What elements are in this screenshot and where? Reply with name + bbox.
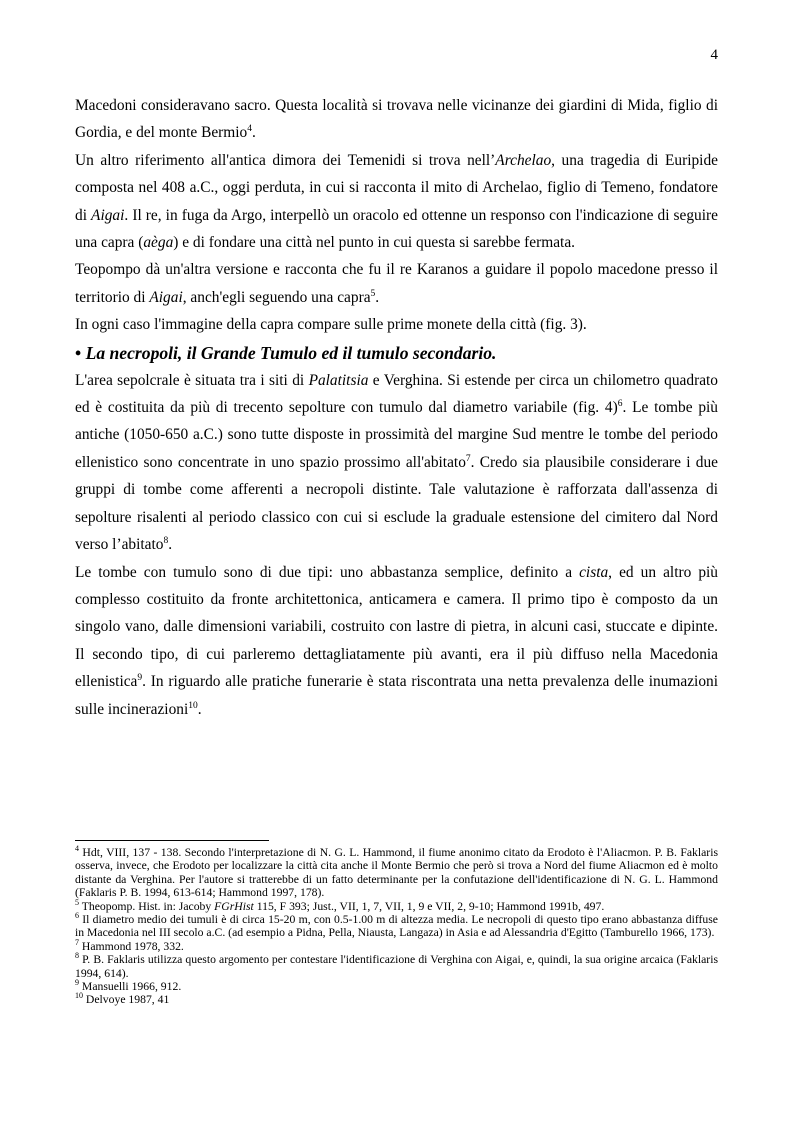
paragraph: Le tombe con tumulo sono di due tipi: uno abbastanza semplice, definito a cista, ed un altro più complesso costituito da fronte architettonica, anticamera e camera. Il primo tipo è composto da un singolo vano, dalle dimensioni variabili, costruito con lastre di pietra, in alcuni casi, stuccate e dipinte. Il secondo tipo, di cui parleremo dettagliatamente più avanti, era il più diffuso nella Macedonia ellenistica$^9$. In riguardo alle pratiche funerarie è stata riscontrata una netta prevalenza delle inumazioni sulle incinerazioni$^{10}$.: [75, 563, 719, 718]
footnote: $^5$ Theopomp. Hist. in: Jacoby FGrHist 115, F 393; Just., VII, 1, 7, VII, 1, 9 e VII, 2, 9-10; Hammond 1991b, 497.: [75, 897, 605, 913]
footnote-ref: 10: [188, 700, 198, 711]
paragraph: Macedoni consideravano sacro. Questa località si trovava nelle vicinanze dei giardini di Mida, figlio di Gordia, e del monte Bermio$^4$.: [75, 97, 718, 142]
footnote: $^6$ Il diametro medio dei tumuli è di circa 15-20 m, con 0.5-1.00 m di altezza media. Le necropoli di questo tipo erano abbastanza diffuse in Macedonia nel III secolo a.C. (ad esempio a Pidna, Pella, Niausta, Langaza) in Asia e ad Alessandria d'Egitto (Tamburello 1966, 173).: [75, 911, 718, 940]
main-text: [75, 92, 718, 723]
footnote-ref: 9: [137, 673, 143, 683]
page-number: 4: [710, 47, 718, 63]
footnote-ref: 6: [617, 398, 623, 409]
paragraph: L'area sepolcrale è situata tra i siti di Palatitsia e Verghina. Si estende per circa un chilometro quadrato ed è costituita da più di trecento sepolture con tumulo dal diametro variabile (fig. 4)$^6$. Le tombe più antiche (1050-650 a.C.) sono tutte disposte in prossimità del margine Sud mentre le tombe del periodo ellenistico sono concentrate in uno spazio prossimo all'abitato$^7$. Credo sia plausibile considerare i due gruppi di tombe come afferenti a necropoli distinte. Tale valutazione è rafforzata dall'assenza di sepolture risalenti al periodo classico con cui si esclude la graduale estensione del cimitero dal Nord verso l’abitato$^8$.: [75, 371, 719, 554]
footnote-ref: 8: [163, 535, 169, 546]
paragraph: Un altro riferimento all'antica dimora dei Temenidi si trova nell’Archelao, una tragedia di Euripide composta nel 408 a.C., oggi perduta, in cui si racconta il mito di Archelao, figlio di Temeno, fondatore di Aigai. Il re, in fuga da Argo, interpellò un oracolo ed ottenne un responso con l'indicazione di seguire una capra (aèga) e di fondare una città nel punto in cui questa si sarebbe fermata.: [75, 151, 718, 252]
footnote: $^7$ Hammond 1978, 332.: [75, 937, 184, 953]
footnote: $^4$ Hdt, VIII, 137 - 138. Secondo l'interpretazione di N. G. L. Hammond, il fiume anonimo citato da Erodoto è l'Aliacmon. P. B. Faklaris osserva, invece, che Erodoto per localizzare la città cita anche il Monte Bermio che però si trova a Nord del fiume Aliacmon ed è molto distante da Verghina. Per l'autore si tratterebbe di un fatto determinante per la confutazione dell'identificazione di N. G. L. Hammond (Faklaris P. B. 1994, 613-614; Hammond 1997, 178).: [75, 844, 718, 900]
footnote-divider: [75, 840, 269, 841]
paragraph: In ogni caso l'immagine della capra compare sulle prime monete della città (fig. 3).: [75, 316, 587, 334]
paragraph: Teopompo dà un'altra versione e racconta che fu il re Karanos a guidare il popolo macedone presso il territorio di Aigai, anch'egli seguendo una capra$^5$.: [75, 261, 718, 306]
bullet-icon: •: [75, 342, 82, 363]
footnotes: [75, 846, 718, 1007]
footnote: $^9$ Mansuelli 1966, 912.: [75, 978, 182, 994]
section-heading: • La necropoli, il Grande Tumulo ed il tumulo secondario.: [75, 342, 497, 363]
footnote-ref: 4: [247, 124, 252, 135]
footnote-ref: 5: [370, 288, 376, 299]
footnote: $^{10}$ Delvoye 1987, 41: [75, 991, 170, 1007]
footnote-ref: 7: [465, 453, 471, 464]
footnote: $^8$ P. B. Faklaris utilizza questo argomento per contestare l'identificazione di Verghina con Aigai, e, quindi, la sua origine arcaica (Faklaris 1994, 614).: [75, 951, 718, 980]
